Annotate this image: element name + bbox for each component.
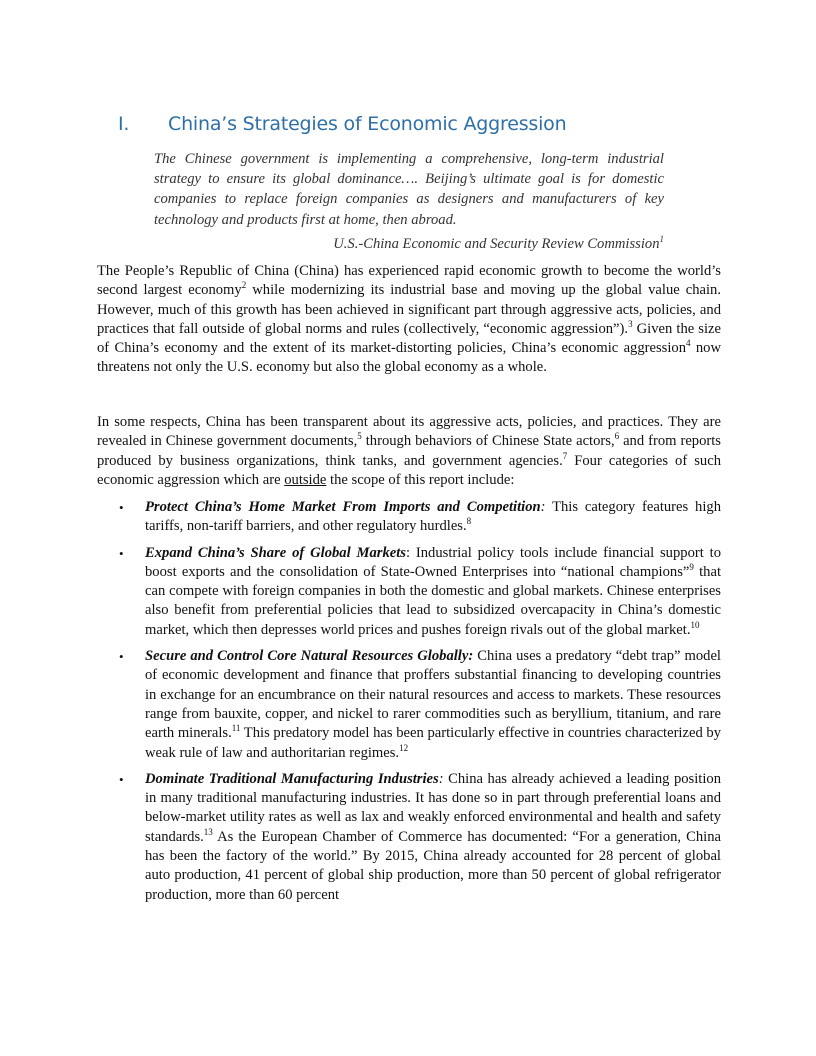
footnote-ref: 2 — [241, 280, 247, 291]
footnote-ref: 8 — [466, 516, 472, 527]
epigraph-source — [154, 234, 664, 254]
footnote-ref: 12 — [399, 742, 409, 753]
underlined-word: outside — [284, 471, 327, 488]
section-heading — [118, 113, 566, 135]
list-item-text: China has already achieved a leading position in many traditional manufacturing industries. It has done so in part through preferential loans and below-market utility rates as well as lax and weakly enforced environmental and health and safety standards. — [145, 770, 721, 845]
paragraph-text: through behaviors of Chinese State actors, — [361, 433, 615, 450]
list-item-text: Industrial policy tools include financial support to boost exports and the consolidation of State-Owned Enterprises into “national champions” — [145, 544, 721, 580]
list-item — [97, 770, 721, 905]
footnote-ref: 3 — [628, 319, 633, 330]
footnote-ref: 10 — [690, 619, 700, 630]
body-paragraph-1 — [97, 262, 721, 378]
footnote-ref: 7 — [562, 450, 568, 461]
bullet-icon: • — [119, 545, 124, 561]
bullet-icon: • — [119, 771, 124, 787]
list-item — [97, 498, 721, 537]
list-item-lead: Dominate Traditional Manufacturing Industries — [145, 770, 439, 787]
list-item-sep: : — [540, 499, 546, 515]
bullet-icon: • — [119, 500, 124, 515]
list-item — [97, 647, 721, 763]
paragraph-text: and from reports produced by business organizations, think tanks, and government agencies. — [97, 433, 721, 469]
paragraph-text: The People’s Republic of China (China) has experienced rapid economic growth to become the world’s second largest economy — [97, 263, 721, 299]
paragraph-text: Given the size of China’s economy and the extent of its market-distorting policies, China’s economic aggression — [97, 320, 721, 357]
list-item-text: China uses a predatory “debt trap” model of economic development and finance that proffers substantial financing to developing countries in exchange for an encumbrance on their natural resources and access to markets. These resources range from bauxite, copper, and nickel to rarer commodities such as beryllium, titanium, and rare earth minerals. — [145, 648, 721, 742]
list-item-text: This category features high tariffs, non-tariff barriers, and other regulatory hurdles. — [145, 499, 721, 535]
footnote-ref: 5 — [357, 431, 362, 442]
epigraph-source-text: U.S.-China Economic and Security Review Commission — [333, 236, 660, 252]
category-list — [97, 498, 721, 912]
paragraph-text: while modernizing its industrial base and moving up the global value chain. However, much of this growth has been achieved in significant part through aggressive acts, policies, and practices that fall outside of global norms and rules (collectively, “economic aggression”). — [97, 282, 722, 337]
footnote-ref: 1 — [659, 234, 664, 245]
epigraph-quote: The Chinese government is implementing a comprehensive, long-term industrial strategy to ensure its global dominance…. Beijing’s ultimate goal is for domestic companies to replace foreign companies as designers and manufacturers of key technology and products first at home, then abroad. — [154, 151, 664, 228]
bullet-icon: • — [119, 649, 124, 665]
list-item-text: that can compete with foreign companies in both the domestic and global markets. Chinese enterprises also benefit from preferential policies that lead to subsidized overcapacity in China’s domestic market, which then depresses world prices and pushes foreign rivals out of the global market. — [145, 563, 721, 638]
paragraph-text: In some respects, China has been transparent about its aggressive acts, policies, and practices. They are revealed in Chinese government documents, — [97, 414, 721, 450]
paragraph-text: the scope of this report include: — [326, 471, 515, 488]
list-item-sep: : — [438, 770, 444, 787]
section-number: I. — [118, 113, 130, 135]
paragraph-text: now threatens not only the U.S. economy but also the global economy as a whole. — [97, 340, 721, 376]
paragraph-text: Four categories of such economic aggression which are — [97, 452, 721, 488]
list-item-lead: Expand China’s Share of Global Markets — [145, 544, 406, 561]
footnote-ref: 6 — [614, 431, 620, 442]
list-item-lead: Secure and Control Core Natural Resources Globally: — [145, 648, 474, 665]
footnote-ref: 4 — [686, 338, 691, 349]
list-item — [97, 544, 721, 640]
list-item-sep: : — [405, 544, 411, 561]
list-item-text: As the European Chamber of Commerce has documented: “For a generation, China has been the factory of the world.” By 2015, China already accounted for 28 percent of global auto production, 41 percent of global ship production, more than 50 percent of global refrigerator production, more than 60 percent — [145, 828, 721, 903]
footnote-ref: 11 — [231, 723, 241, 734]
section-title: China’s Strategies of Economic Aggression — [168, 113, 567, 135]
footnote-ref: 9 — [689, 562, 694, 573]
body-paragraph-2 — [97, 413, 721, 490]
list-item-text: This predatory model has been particularly effective in countries characterized by weak rule of law and authoritarian regimes. — [145, 725, 721, 761]
list-item-lead: Protect China’s Home Market From Imports and Competition — [145, 499, 541, 515]
footnote-ref: 13 — [203, 826, 213, 837]
